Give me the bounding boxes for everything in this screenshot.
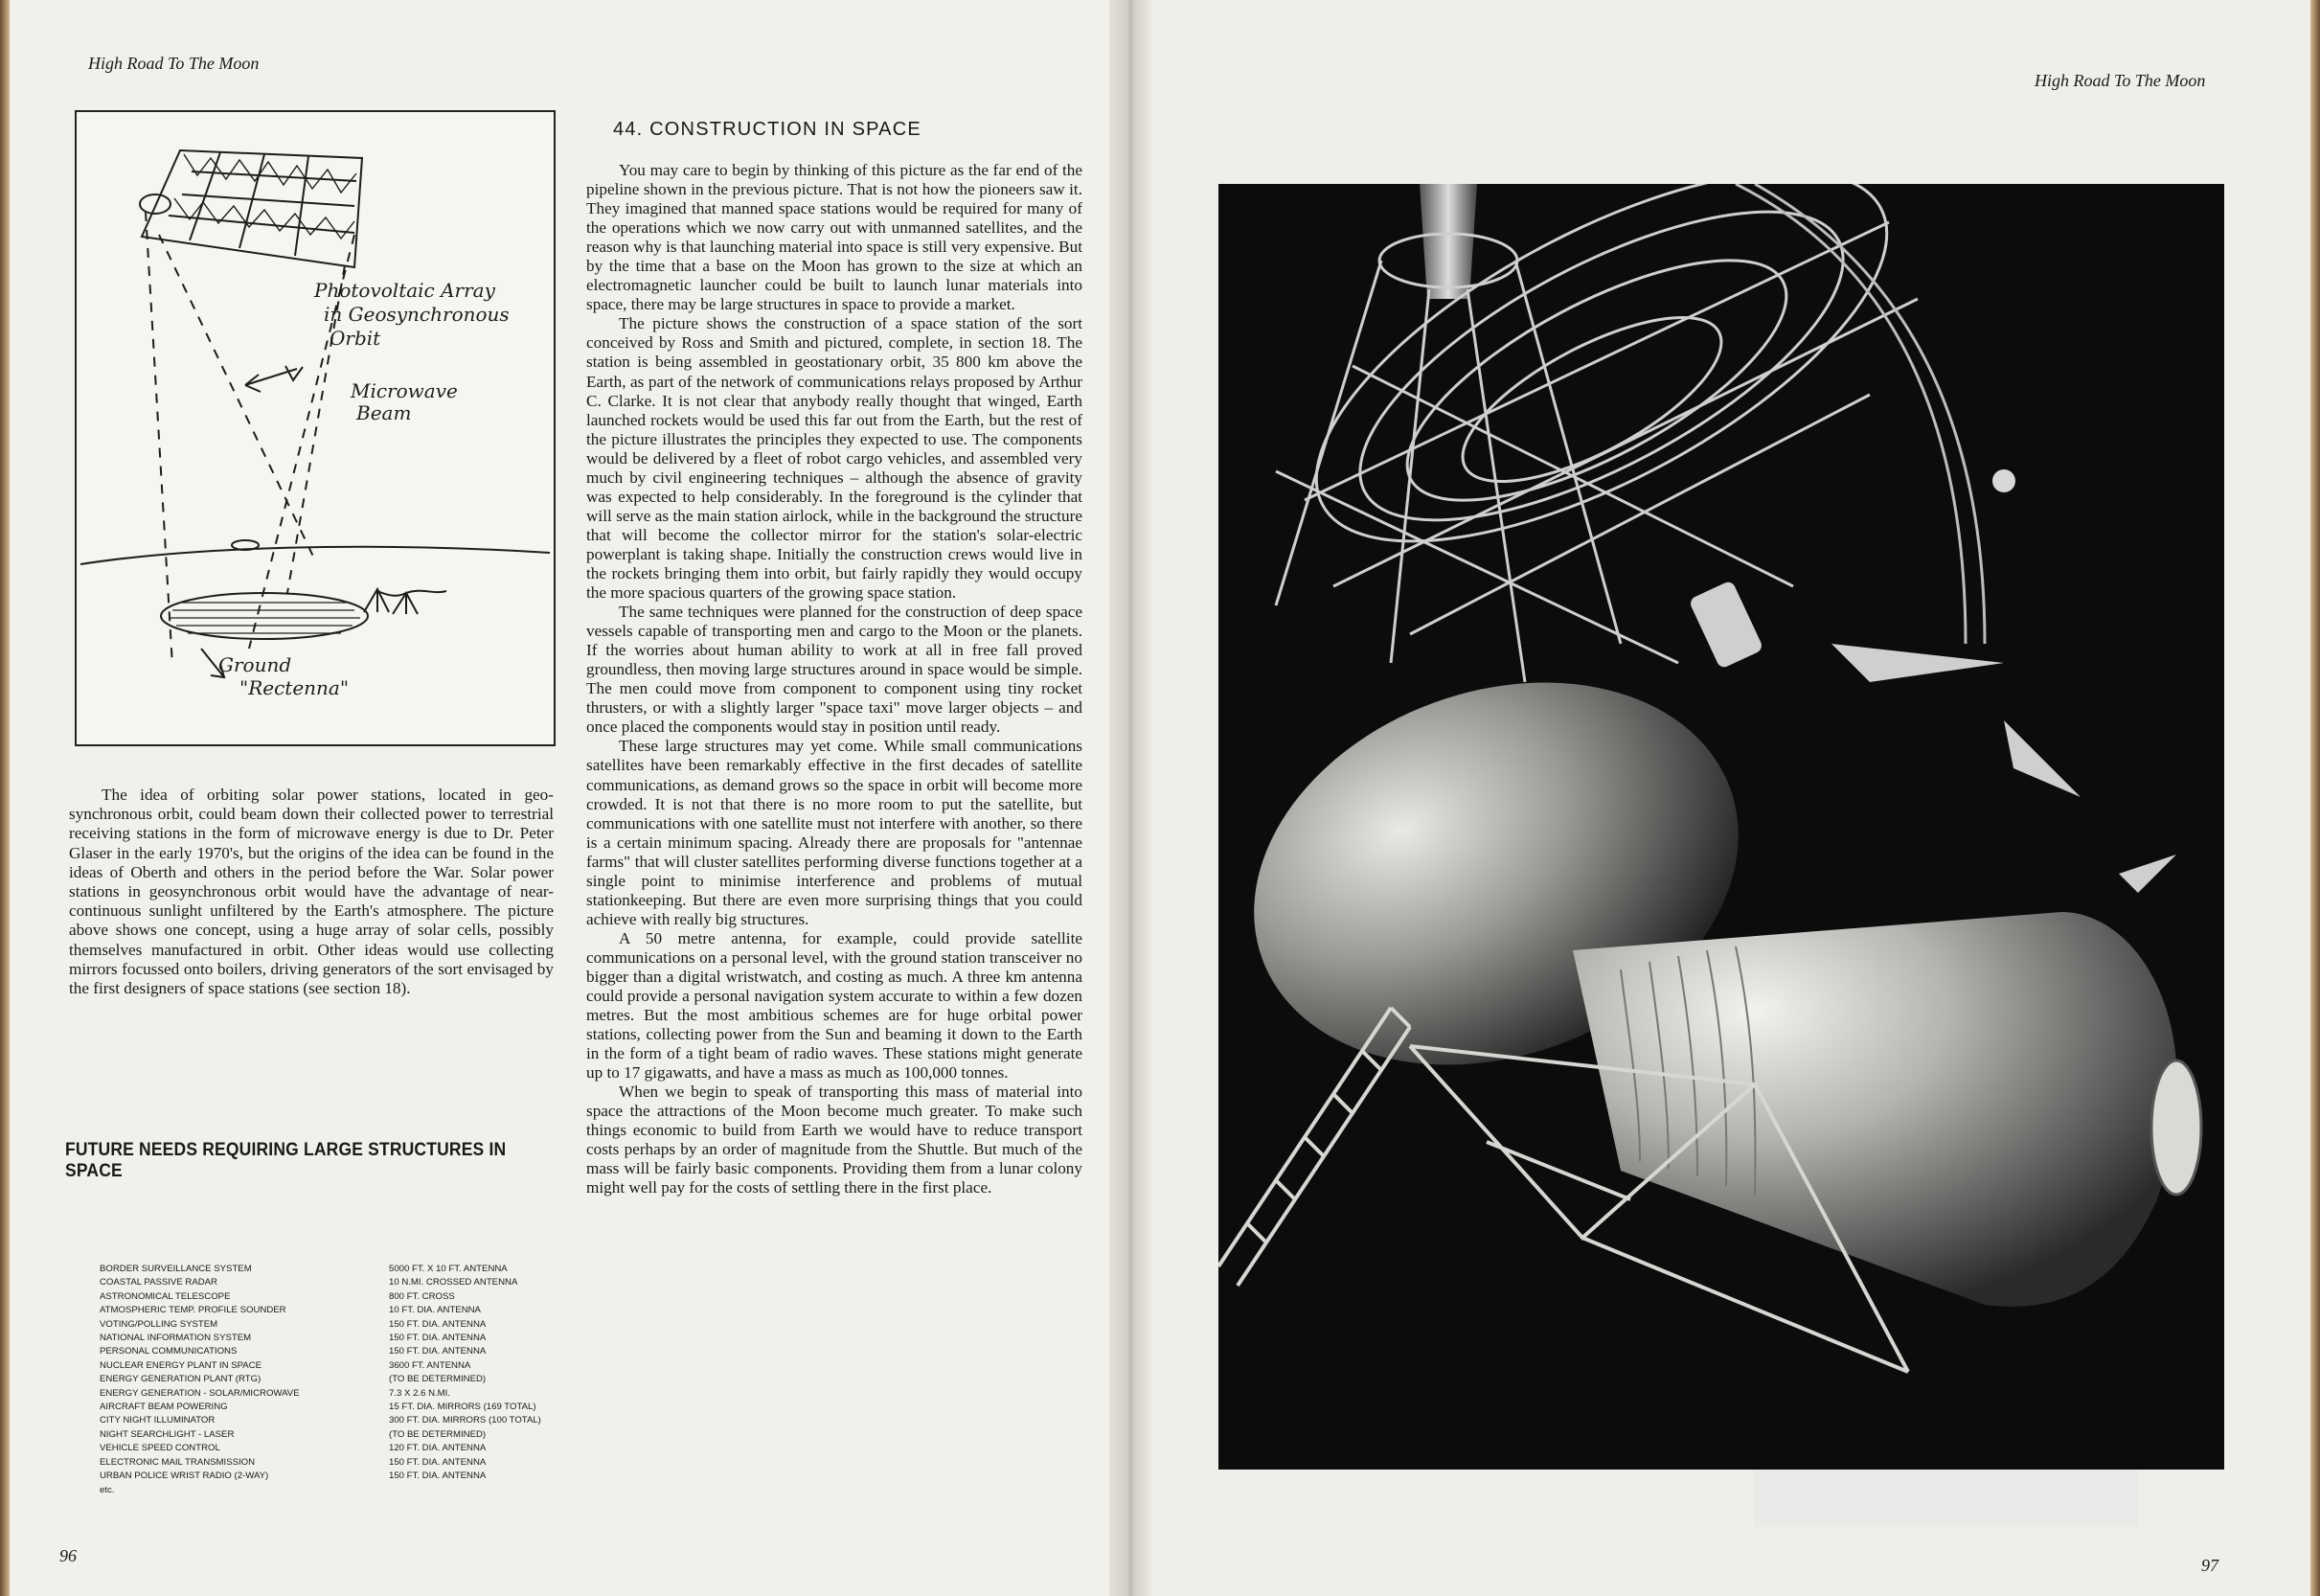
sketch-drawing bbox=[77, 112, 554, 744]
table-cell: 10 FT. DIA. ANTENNA bbox=[389, 1305, 481, 1316]
article-body bbox=[586, 161, 1082, 1198]
table-cell: ATMOSPHERIC TEMP. PROFILE SOUNDER bbox=[100, 1305, 286, 1316]
left-page-number: 96 bbox=[59, 1546, 77, 1565]
table-cell: VOTING/POLLING SYSTEM bbox=[100, 1318, 218, 1330]
page-tint bbox=[1755, 1470, 2138, 1527]
section-title: 44. CONSTRUCTION IN SPACE bbox=[613, 119, 921, 140]
table-cell: 150 FT. DIA. ANTENNA bbox=[389, 1456, 487, 1468]
table-cell: COASTAL PASSIVE RADAR bbox=[100, 1277, 217, 1288]
article-paragraph: The same techniques were planned for the construction of deep space vessels capable of transporting men and cargo to the Moon or the planets. If the worries about human ability to work at all in free fall proved groundless, then moving large structures around in space would be simple. The men could move from component to component using tiny rocket thrusters, or with a slightly larger "space taxi" move larger objects – and once placed the components would stay in position until ready. bbox=[586, 603, 1082, 737]
label-ground-1: Ground bbox=[218, 653, 292, 676]
book-edge-left bbox=[0, 0, 10, 1596]
table-cell: 300 FT. DIA. MIRRORS (100 TOTAL) bbox=[389, 1415, 541, 1426]
article-paragraph: When we begin to speak of transporting this mass of material into space the attractions of the Moon become much greater. To make such things economic to build from Earth we would have to reduce transport costs perhaps by an order of magnitude from the Shuttle. But much of the mass will be fairly basic components. Providing them from a lunar colony might well pay for the costs of settling there in the first place. bbox=[586, 1083, 1082, 1197]
table-cell: ELECTRONIC MAIL TRANSMISSION bbox=[100, 1456, 256, 1468]
table-column-needs bbox=[100, 1263, 300, 1497]
photo-illustration bbox=[1218, 184, 2224, 1470]
bleed-through-text bbox=[1801, 125, 2203, 144]
table-cell: 7.3 X 2.6 N.MI. bbox=[389, 1387, 450, 1399]
table-title: FUTURE NEEDS REQUIRING LARGE STRUCTURES IN SPACE bbox=[65, 1140, 507, 1181]
table-cell: etc. bbox=[100, 1484, 115, 1495]
label-array-3: Orbit bbox=[330, 327, 381, 350]
table-cell: NIGHT SEARCHLIGHT - LASER bbox=[100, 1428, 235, 1440]
book-gutter bbox=[1109, 0, 1151, 1596]
label-beam-1: Microwave bbox=[351, 379, 458, 402]
book-edge-right bbox=[2310, 0, 2320, 1596]
label-ground-2: "Rectenna" bbox=[239, 676, 350, 699]
table-cell: (TO BE DETERMINED) bbox=[389, 1374, 487, 1385]
table-cell: 150 FT. DIA. ANTENNA bbox=[389, 1471, 487, 1482]
table-cell: VEHICLE SPEED CONTROL bbox=[100, 1443, 220, 1454]
table-cell: 3600 FT. ANTENNA bbox=[389, 1359, 471, 1371]
table-cell: 5000 FT. X 10 FT. ANTENNA bbox=[389, 1264, 508, 1274]
article-paragraph: These large structures may yet come. While small communications satellites have been remarkably effective in the first decades of satellite communications, as demand grows so the space in orbit will become more crowded. It is not that there is no more room to put the satellite, but communications with one satellite must not interfere with another, so there is a certain minimum spacing. Already there are proposals for "antennae farms" that will cluster satellites performing diverse functions together at a single point to minimise interference and problems of mutual stationkeeping. But there are even more surprising things that you could achieve with really big structures. bbox=[586, 737, 1082, 928]
right-running-head: High Road To The Moon bbox=[2035, 71, 2206, 90]
figure-caption: The idea of orbiting solar power stations, located in geo-synchronous orbit, could beam down their collected power to terrestrial receiving stations in the form of microwave energy is due to Dr. Peter Glaser in the early 1970's, but the origins of the idea can be found in the ideas of Oberth and others in the period before the War. Solar power stations in geosynchronous orbit would have the advantage of near-continuous sunlight unfiltered by the Earth's atmosphere. The picture above shows one concept, using a huge array of solar cells, possibly themselves manufactured in orbit. Other ideas would use collecting mirrors focussed onto boilers, driving generators of the sort envisaged by the first designers of space stations (see section 18). bbox=[69, 786, 554, 998]
table-cell: URBAN POLICE WRIST RADIO (2-WAY) bbox=[100, 1471, 269, 1482]
table-cell: 120 FT. DIA. ANTENNA bbox=[389, 1443, 487, 1454]
table-cell: 10 N.MI. CROSSED ANTENNA bbox=[389, 1277, 518, 1288]
right-page-number: 97 bbox=[2201, 1556, 2218, 1575]
table-cell: ASTRONOMICAL TELESCOPE bbox=[100, 1290, 231, 1302]
table-cell: NATIONAL INFORMATION SYSTEM bbox=[100, 1333, 252, 1344]
table-cell: 150 FT. DIA. ANTENNA bbox=[389, 1333, 487, 1344]
article-paragraph: You may care to begin by thinking of this picture as the far end of the pipeline shown in the previous picture. That is not how the pioneers saw it. They imagined that manned space stations would be required for many of the operations which we now carry out with unmanned satellites, and the reason why is that launching material into space is still very expensive. But by the time that a base on the Moon has grown to the size at which an electromagnetic launcher could be built to launch lunar materials into space, there may be large structures in space to provide a market. bbox=[586, 161, 1082, 314]
table-column-structures bbox=[389, 1263, 541, 1484]
table-cell: ENERGY GENERATION - SOLAR/MICROWAVE bbox=[100, 1387, 300, 1399]
label-array-2: in Geosynchronous bbox=[324, 303, 510, 326]
article-paragraph: The picture shows the construction of a space station of the sort conceived by Ross and Smith and pictured, complete, in section 18. The station is being assembled in geostationary orbit, 35 800 km above the Earth, as part of the network of communications relays proposed by Arthur C. Clarke. It is not clear that anybody really thought that winged, Earth launched rockets would be used this far out from the Earth, but the rest of the picture illustrates the principles they expected to use. The components would be delivered by a fleet of robot cargo vehicles, and assembled very much by civil engineering techniques – although the absence of gravity was expected to help considerably. In the foreground is the cylinder that will serve as the main station airlock, while in the background the structure that will become the collector mirror for the station's solar-electric powerplant is taking shape. Initially the construction crews would live in the rockets bringing them into orbit, but fairly rapidly they would occupy the more spacious quarters of the growing space station. bbox=[586, 314, 1082, 603]
article-paragraph: A 50 metre antenna, for example, could provide satellite communications on a personal level, with the ground station transceiver no bigger than a digital wristwatch, and costing as much. A three km antenna could provide a personal navigation system accurate to within a few dozen metres. But the most ambitious schemes are for huge orbital power stations, collecting power from the Sun and beaming it down to the Earth in the form of a tight beam of radio waves. These stations might generate up to 17 gigawatts, and have a mass as much as 100,000 tonnes. bbox=[586, 928, 1082, 1083]
left-running-head: High Road To The Moon bbox=[88, 54, 260, 73]
table-cell: 15 FT. DIA. MIRRORS (169 TOTAL) bbox=[389, 1402, 536, 1413]
table-cell: (TO BE DETERMINED) bbox=[389, 1428, 487, 1440]
table-cell: BORDER SURVEILLANCE SYSTEM bbox=[100, 1264, 252, 1274]
table-cell: CITY NIGHT ILLUMINATOR bbox=[100, 1415, 216, 1426]
label-array-1: Photovoltaic Array bbox=[314, 279, 495, 302]
table-cell: 800 FT. CROSS bbox=[389, 1290, 455, 1302]
table-cell: 150 FT. DIA. ANTENNA bbox=[389, 1318, 487, 1330]
table-cell: AIRCRAFT BEAM POWERING bbox=[100, 1402, 228, 1413]
table-cell: PERSONAL COMMUNICATIONS bbox=[100, 1346, 238, 1357]
space-construction-photo bbox=[1218, 184, 2224, 1470]
solar-power-station-sketch bbox=[75, 110, 556, 746]
label-beam-2: Beam bbox=[356, 401, 412, 424]
table-cell: NUCLEAR ENERGY PLANT IN SPACE bbox=[100, 1359, 262, 1371]
table-cell: ENERGY GENERATION PLANT (RTG) bbox=[100, 1374, 262, 1385]
table-cell: 150 FT. DIA. ANTENNA bbox=[389, 1346, 487, 1357]
